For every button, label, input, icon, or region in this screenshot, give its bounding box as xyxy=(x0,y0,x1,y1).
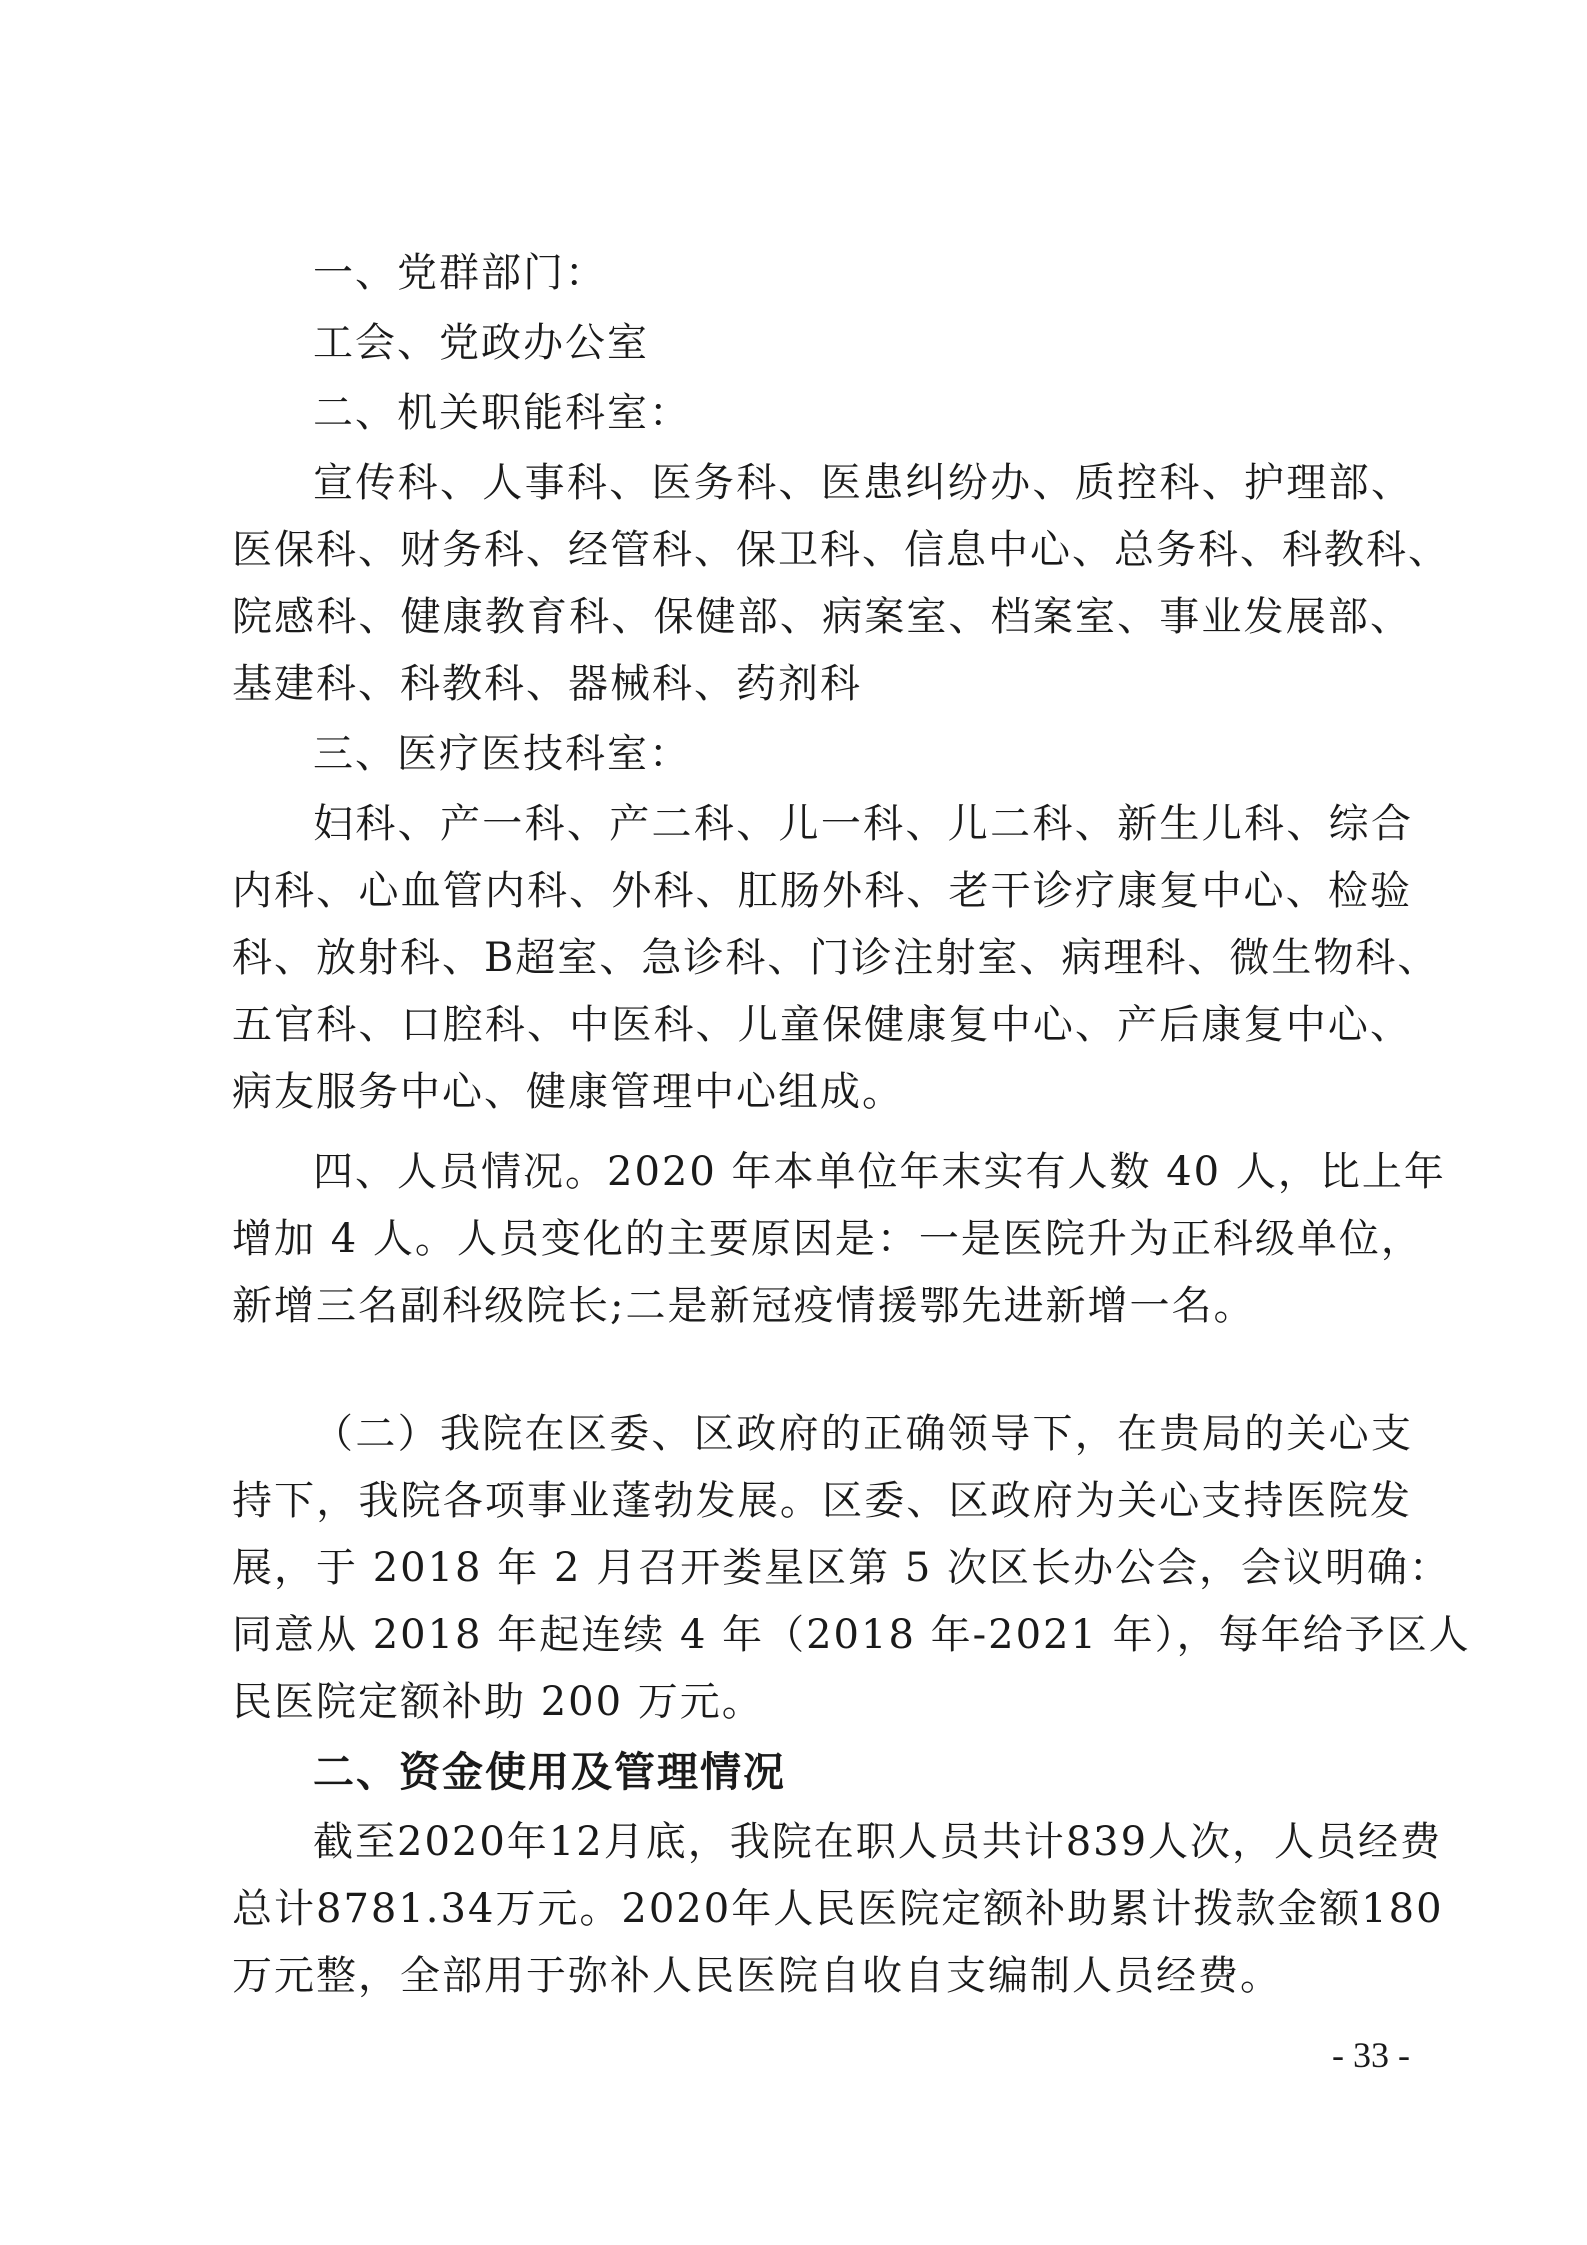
medical-departments-line-3: 科、放射科、B超室、急诊科、门诊注射室、病理科、微生物科、 xyxy=(232,935,1440,981)
support-paragraph-line-4: 同意从 2018 年起连续 4 年（2018 年-2021 年），每年给予区人 xyxy=(232,1612,1471,1658)
medical-departments-line-2: 内科、心血管内科、外科、肛肠外科、老干诊疗康复中心、检验 xyxy=(232,868,1412,914)
funds-line-1: 截至2020年12月底，我院在职人员共计839人次，人员经费 xyxy=(313,1819,1443,1865)
medical-departments-line-4: 五官科、口腔科、中医科、儿童保健康复中心、产后康复中心、 xyxy=(232,1002,1412,1048)
party-departments-list: 工会、党政办公室 xyxy=(313,320,649,366)
staffing-line-3: 新增三名副科级院长;二是新冠疫情援鄂先进新增一名。 xyxy=(232,1283,1256,1329)
funds-line-3: 万元整，全部用于弥补人民医院自收自支编制人员经费。 xyxy=(232,1953,1282,1999)
support-paragraph-line-2: 持下，我院各项事业蓬勃发展。区委、区政府为关心支持医院发 xyxy=(232,1478,1412,1524)
funds-line-2: 总计8781.34万元。2020年人民医院定额补助累计拨款金额180 xyxy=(232,1886,1444,1932)
functional-offices-line-4: 基建科、科教科、器械科、药剂科 xyxy=(232,661,862,707)
functional-offices-line-2: 医保科、财务科、经管科、保卫科、信息中心、总务科、科教科、 xyxy=(232,527,1450,573)
staffing-line-2: 增加 4 人。人员变化的主要原因是：一是医院升为正科级单位， xyxy=(232,1216,1423,1262)
page-number: - 33 - xyxy=(1332,2035,1410,2075)
funds-section-heading: 二、资金使用及管理情况 xyxy=(313,1748,786,1796)
staffing-line-1: 四、人员情况。2020 年本单位年末实有人数 40 人，比上年 xyxy=(313,1149,1446,1195)
support-paragraph-line-1: （二）我院在区委、区政府的正确领导下，在贵局的关心支 xyxy=(313,1411,1413,1457)
support-paragraph-line-5: 民医院定额补助 200 万元。 xyxy=(232,1679,764,1725)
medical-departments-line-1: 妇科、产一科、产二科、儿一科、儿二科、新生儿科、综合 xyxy=(313,801,1413,847)
section-heading-party-departments: 一、党群部门： xyxy=(313,250,607,296)
section-heading-medical-departments: 三、医疗医技科室： xyxy=(313,731,691,777)
functional-offices-line-1: 宣传科、人事科、医务科、医患纠纷办、质控科、护理部、 xyxy=(313,460,1413,506)
medical-departments-line-5: 病友服务中心、健康管理中心组成。 xyxy=(232,1069,904,1115)
functional-offices-line-3: 院感科、健康教育科、保健部、病案室、档案室、事业发展部、 xyxy=(232,594,1412,640)
section-heading-functional-offices: 二、机关职能科室： xyxy=(313,390,691,436)
support-paragraph-line-3: 展，于 2018 年 2 月召开娄星区第 5 次区长办公会，会议明确： xyxy=(232,1545,1451,1591)
